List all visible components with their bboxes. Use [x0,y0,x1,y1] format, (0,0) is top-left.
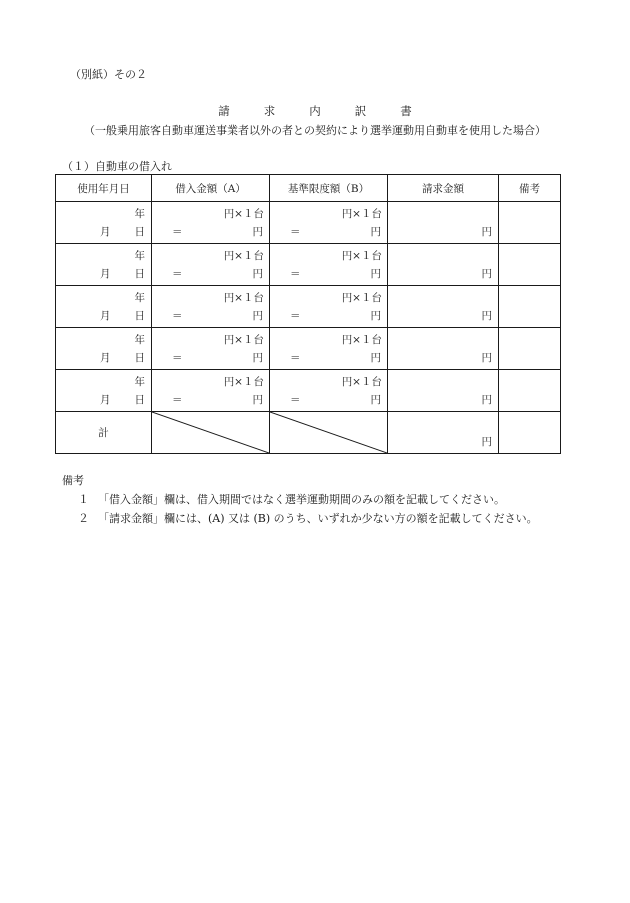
day-label: 日 [134,226,145,238]
standard-limit-cell[interactable] [270,244,388,286]
claim-amount-cell[interactable] [388,244,499,286]
note-item [78,510,538,526]
per-vehicle-label: 円×１台 [341,250,382,262]
table-row [56,244,561,286]
day-label: 日 [134,352,145,364]
remarks-cell[interactable] [499,202,561,244]
table-row [56,328,561,370]
equals-sign: ＝ [172,394,183,406]
standard-limit-cell[interactable] [270,286,388,328]
year-label: 年 [134,334,145,346]
day-label: 日 [134,268,145,280]
total-row [56,412,561,454]
yen-label: 円 [370,268,381,280]
equals-sign: ＝ [172,310,183,322]
per-vehicle-label: 円×１台 [341,376,382,388]
yen-label: 円 [481,352,492,364]
yen-label: 円 [252,352,263,364]
notes-label: 備考 [62,474,84,487]
claim-amount-cell[interactable] [388,328,499,370]
year-label: 年 [134,208,145,220]
claim-amount-cell[interactable] [388,202,499,244]
yen-label: 円 [481,394,492,406]
title-char: 内 [309,104,321,118]
year-label: 年 [134,250,145,262]
standard-limit-cell[interactable] [270,202,388,244]
title-char: 請 [218,104,230,118]
month-label: 月 [100,310,111,322]
standard-limit-cell[interactable] [270,328,388,370]
table-header-row [56,175,561,202]
per-vehicle-label: 円×１台 [223,376,264,388]
month-label: 月 [100,226,111,238]
equals-sign: ＝ [290,310,301,322]
year-label: 年 [134,292,145,304]
attachment-label: （別紙）その２ [70,68,147,81]
title-char: 訳 [354,104,367,118]
table-row [56,286,561,328]
per-vehicle-label: 円×１台 [223,250,264,262]
remarks-cell[interactable] [499,244,561,286]
month-label: 月 [100,394,111,406]
usage-date-cell[interactable] [56,286,152,328]
claim-amount-cell[interactable] [388,286,499,328]
yen-label: 円 [370,352,381,364]
month-label: 月 [100,268,111,280]
yen-label: 円 [370,394,381,406]
diagonal-strike [270,412,387,453]
remarks-cell[interactable] [499,328,561,370]
rental-amount-cell[interactable] [152,286,270,328]
yen-label: 円 [252,268,263,280]
rental-amount-cell[interactable] [152,202,270,244]
struck-cell [152,412,270,454]
standard-limit-cell[interactable] [270,370,388,412]
note-text: 「請求金額」欄には、(A) 又は (B) のうち、いずれか少ない方の額を記載してください。 [98,512,538,525]
header-claim-amount: 請求金額 [388,175,499,202]
remarks-cell[interactable] [499,370,561,412]
equals-sign: ＝ [290,352,301,364]
title-char: 求 [263,104,276,118]
header-standard-limit: 基準限度額（B） [270,175,388,202]
rental-amount-cell[interactable] [152,328,270,370]
usage-date-cell[interactable] [56,202,152,244]
document-subtitle: （一般乗用旅客自動車運送事業者以外の者との契約により選挙運動用自動車を使用した場合） [84,124,546,137]
yen-label: 円 [481,436,492,448]
per-vehicle-label: 円×１台 [223,292,264,304]
yen-label: 円 [481,226,492,238]
title-char: 書 [400,104,412,118]
equals-sign: ＝ [172,226,183,238]
equals-sign: ＝ [290,394,301,406]
struck-cell [270,412,388,454]
diagonal-strike [152,412,269,453]
yen-label: 円 [370,226,381,238]
total-remarks-cell[interactable] [499,412,561,454]
month-label: 月 [100,352,111,364]
day-label: 日 [134,310,145,322]
rental-amount-cell[interactable] [152,370,270,412]
per-vehicle-label: 円×１台 [341,292,382,304]
rental-amount-cell[interactable] [152,244,270,286]
total-label: 計 [98,427,109,439]
note-number: １ [78,493,89,506]
claim-amount-cell[interactable] [388,370,499,412]
year-label: 年 [134,376,145,388]
per-vehicle-label: 円×１台 [223,334,264,346]
yen-label: 円 [252,310,263,322]
equals-sign: ＝ [172,352,183,364]
yen-label: 円 [370,310,381,322]
table-row [56,202,561,244]
equals-sign: ＝ [290,226,301,238]
usage-date-cell[interactable] [56,244,152,286]
usage-date-cell[interactable] [56,370,152,412]
per-vehicle-label: 円×１台 [341,208,382,220]
section-label: （１）自動車の借入れ [62,160,172,173]
total-label-cell [56,412,152,454]
note-text: 「借入金額」欄は、借入期間ではなく選挙運動期間のみの額を記載してください。 [98,493,505,506]
request-breakdown-table [55,174,561,454]
per-vehicle-label: 円×１台 [341,334,382,346]
day-label: 日 [134,394,145,406]
usage-date-cell[interactable] [56,328,152,370]
table-row [56,370,561,412]
yen-label: 円 [252,226,263,238]
yen-label: 円 [481,310,492,322]
total-claim-cell[interactable] [388,412,499,454]
yen-label: 円 [481,268,492,280]
note-number: ２ [78,512,89,525]
note-item [78,491,505,507]
header-remarks: 備考 [499,175,561,202]
equals-sign: ＝ [290,268,301,280]
header-usage-date: 使用年月日 [56,175,152,202]
yen-label: 円 [252,394,263,406]
per-vehicle-label: 円×１台 [223,208,264,220]
header-rental-amount: 借入金額（A） [152,175,270,202]
equals-sign: ＝ [172,268,183,280]
remarks-cell[interactable] [499,286,561,328]
document-title [0,103,630,119]
